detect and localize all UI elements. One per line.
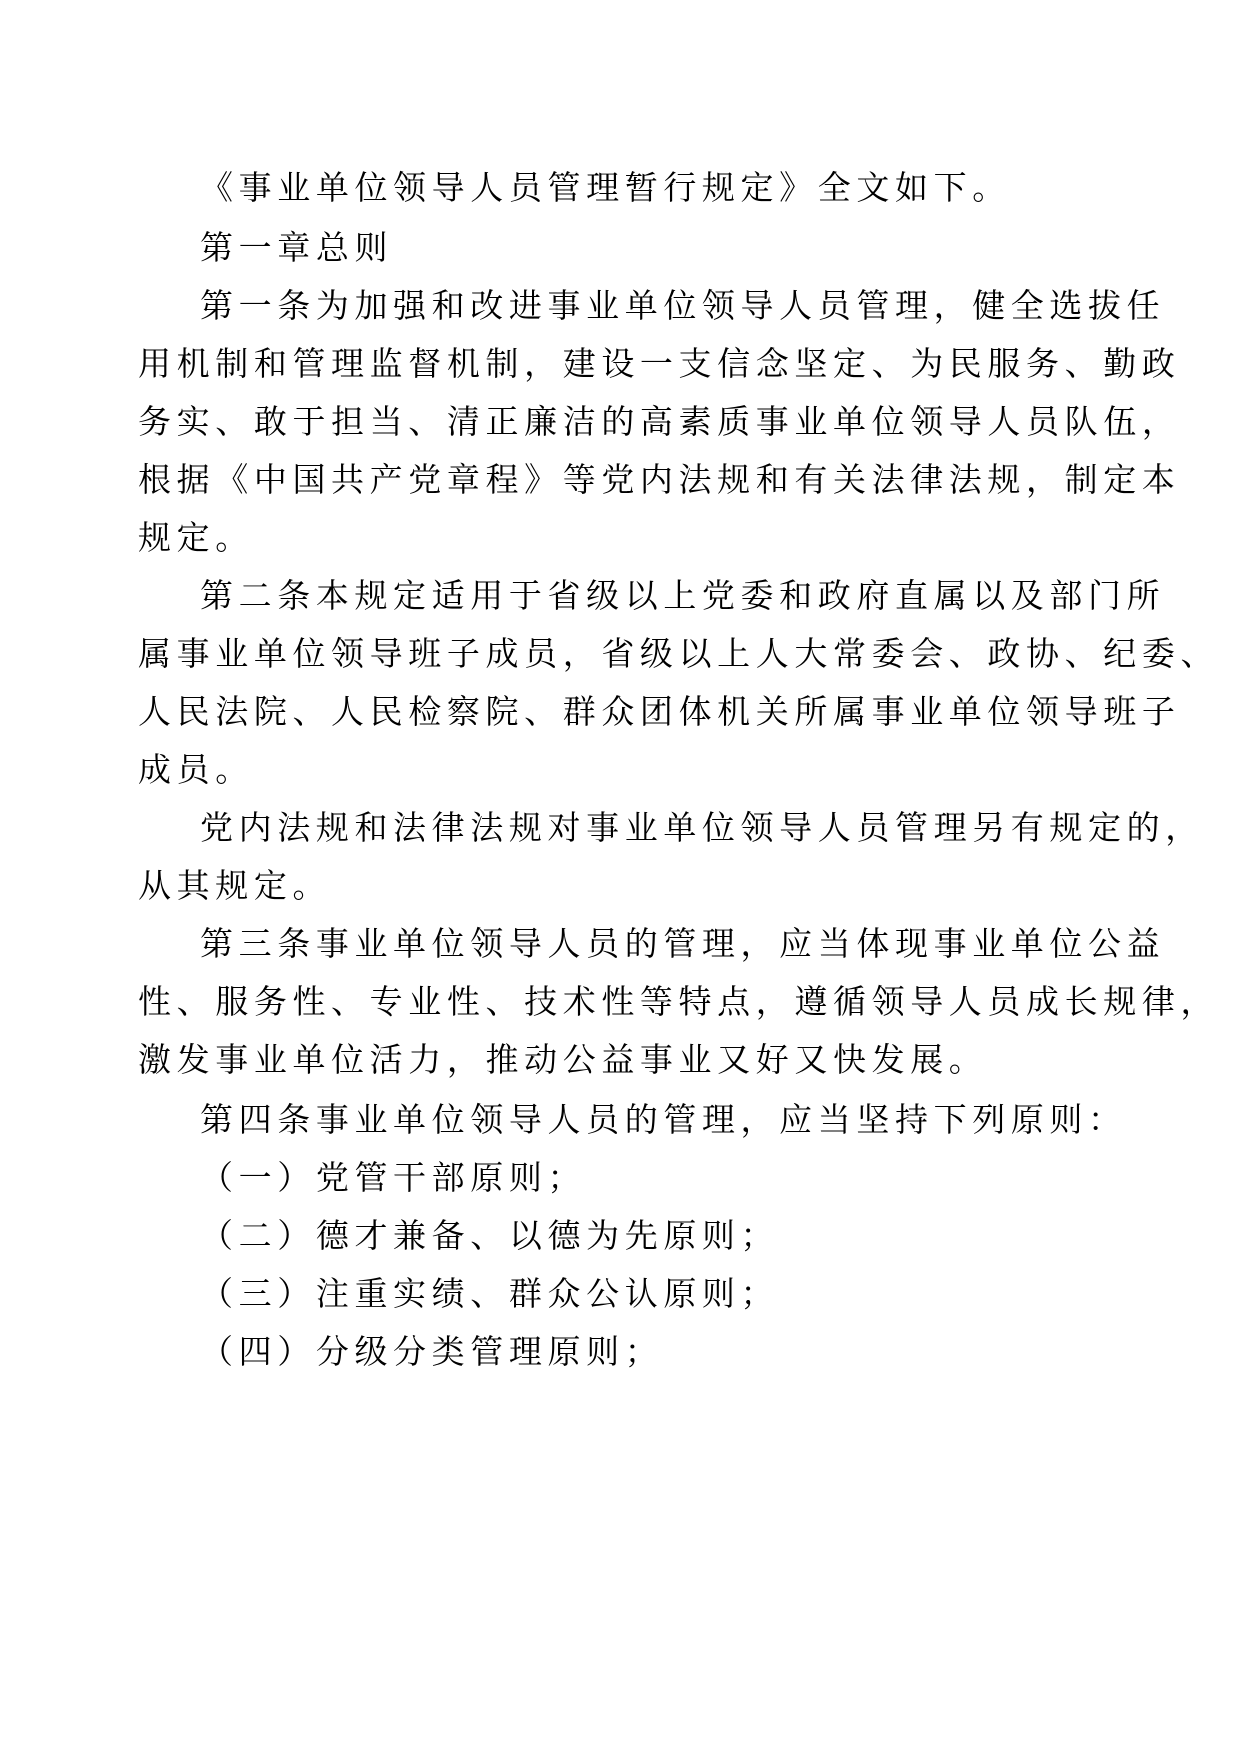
article1-line-3: 务实、敢于担当、清正廉洁的高素质事业单位领导人员队伍， — [138, 402, 1181, 441]
article3-line-1: 第三条事业单位领导人员的管理，应当体现事业单位公益 — [200, 924, 1166, 963]
article2-line-1: 第二条本规定适用于省级以上党委和政府直属以及部门所 — [200, 576, 1166, 615]
article2-line-3: 人民法院、人民检察院、群众团体机关所属事业单位领导班子 — [138, 692, 1181, 731]
article1-line-2: 用机制和管理监督机制，建设一支信念坚定、为民服务、勤政 — [138, 344, 1181, 383]
article2-line-4: 成员。 — [138, 750, 254, 789]
article1-line-1: 第一条为加强和改进事业单位领导人员管理，健全选拔任 — [200, 286, 1166, 325]
article2-note-line-1: 党内法规和法律法规对事业单位领导人员管理另有规定的， — [200, 808, 1204, 847]
chapter-heading: 第一章总则 — [200, 228, 394, 267]
article2-note-line-2: 从其规定。 — [138, 866, 332, 905]
principle-item-1: （一）党管干部原则； — [200, 1158, 587, 1197]
article4-line: 第四条事业单位领导人员的管理，应当坚持下列原则： — [200, 1100, 1127, 1139]
intro-line: 《事业单位领导人员管理暂行规定》全文如下。 — [200, 168, 1011, 207]
principle-item-3: （三）注重实绩、群众公认原则； — [200, 1274, 780, 1313]
article3-line-3: 激发事业单位活力，推动公益事业又好又快发展。 — [138, 1040, 988, 1079]
article3-line-2: 性、服务性、专业性、技术性等特点，遵循领导人员成长规律， — [138, 982, 1220, 1021]
principle-item-4: （四）分级分类管理原则； — [200, 1332, 664, 1371]
article2-line-2: 属事业单位领导班子成员，省级以上人大常委会、政协、纪委、 — [138, 634, 1220, 673]
article1-line-4: 根据《中国共产党章程》等党内法规和有关法律法规，制定本 — [138, 460, 1181, 499]
principle-item-2: （二）德才兼备、以德为先原则； — [200, 1216, 780, 1255]
article1-line-5: 规定。 — [138, 518, 254, 557]
